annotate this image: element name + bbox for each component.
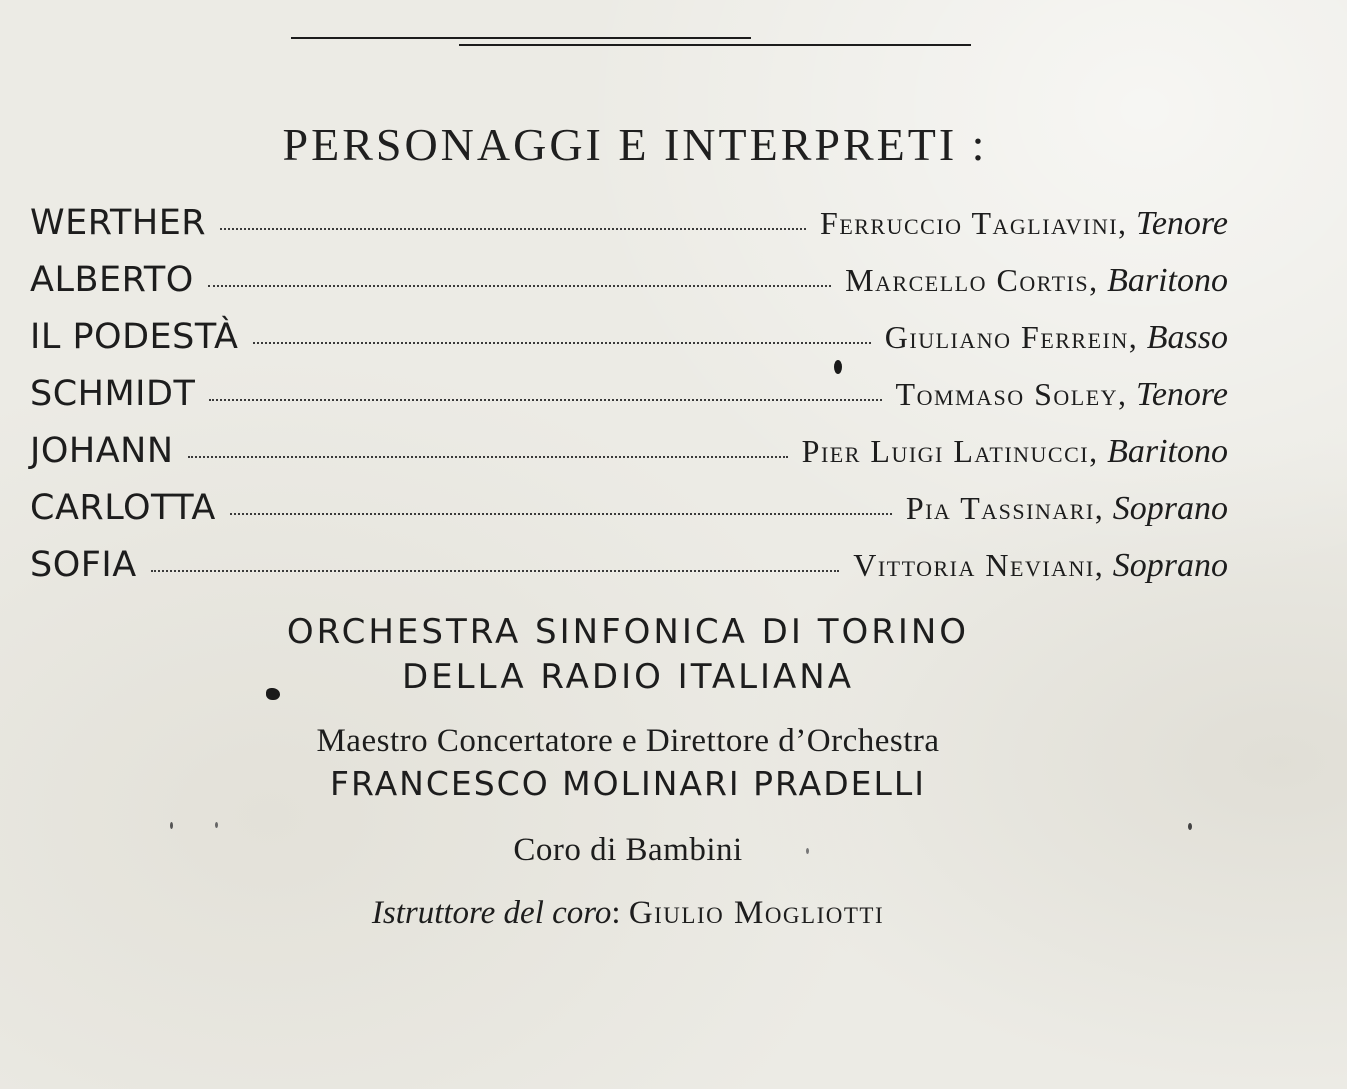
cast-row [30,260,1228,317]
singer-name: Pia Tassinari [905,490,1095,526]
instructor-label: Istruttore del coro [371,895,612,931]
cast-row [30,317,1228,374]
singer-name: Pier Luigi Latinucci [801,433,1090,469]
role-name: SOFIA [30,545,137,585]
dot-leader [209,399,881,401]
role-name: ALBERTO [30,260,194,300]
chorus-title: Coro di Bambini [513,832,743,868]
paper-speck [170,822,173,829]
singer-name: Marcello Cortis [845,262,1090,298]
voice-type: Tenore [1136,205,1228,242]
separator: , [1118,205,1127,241]
dot-leader [230,513,892,515]
instructor-name: Giulio Mogliotti [628,895,885,931]
separator: , [1118,376,1127,412]
singer-name: Tommaso Soley [895,376,1119,412]
dot-leader [220,228,806,230]
cast-row [30,431,1228,488]
top-rule-right [459,44,971,46]
role-name: CARLOTTA [30,488,216,528]
conductor-name: FRANCESCO MOLINARI PRADELLI [330,764,926,803]
voice-type: Basso [1146,319,1228,356]
cast-list [30,203,1228,602]
dot-leader [208,285,831,287]
role-name: IL PODESTÀ [30,317,239,357]
dot-leader [188,456,788,458]
dot-leader [253,342,871,344]
dot-leader [151,570,840,572]
role-name: WERTHER [30,203,207,243]
voice-type: Baritono [1107,262,1228,299]
cast-row [30,374,1228,431]
paper-speck [834,360,842,374]
singer-name: Ferruccio Tagliavini [820,205,1119,241]
separator: , [1094,490,1103,526]
cast-row [30,545,1228,602]
page-heading: PERSONAGGI E INTERPRETI : [282,119,988,170]
role-name: SCHMIDT [30,374,196,414]
separator: , [1094,547,1103,583]
orchestra-line-1: ORCHESTRA SINFONICA DI TORINO [286,612,970,652]
paper-speck [215,822,218,828]
separator: , [1089,433,1098,469]
singer-name: Giuliano Ferrein [884,319,1129,355]
voice-type: Baritono [1107,433,1228,470]
orchestra-line-2: DELLA RADIO ITALIANA [401,657,854,697]
paper-speck [1188,823,1192,830]
top-rule-left [291,37,751,39]
separator: , [1089,262,1098,298]
paper-speck [266,688,280,700]
conductor-label: Maestro Concertatore e Direttore d’Orchestra [316,723,940,759]
chorus-instructor [0,895,1256,932]
role-name: JOHANN [30,431,174,471]
singer-name: Vittoria Neviani [853,547,1095,583]
paper-speck [806,848,809,854]
cast-row [30,488,1228,545]
voice-type: Soprano [1112,490,1228,527]
cast-row [30,203,1228,260]
voice-type: Tenore [1136,376,1228,413]
separator: , [1128,319,1137,355]
instructor-colon: : [611,895,621,931]
voice-type: Soprano [1112,547,1228,584]
